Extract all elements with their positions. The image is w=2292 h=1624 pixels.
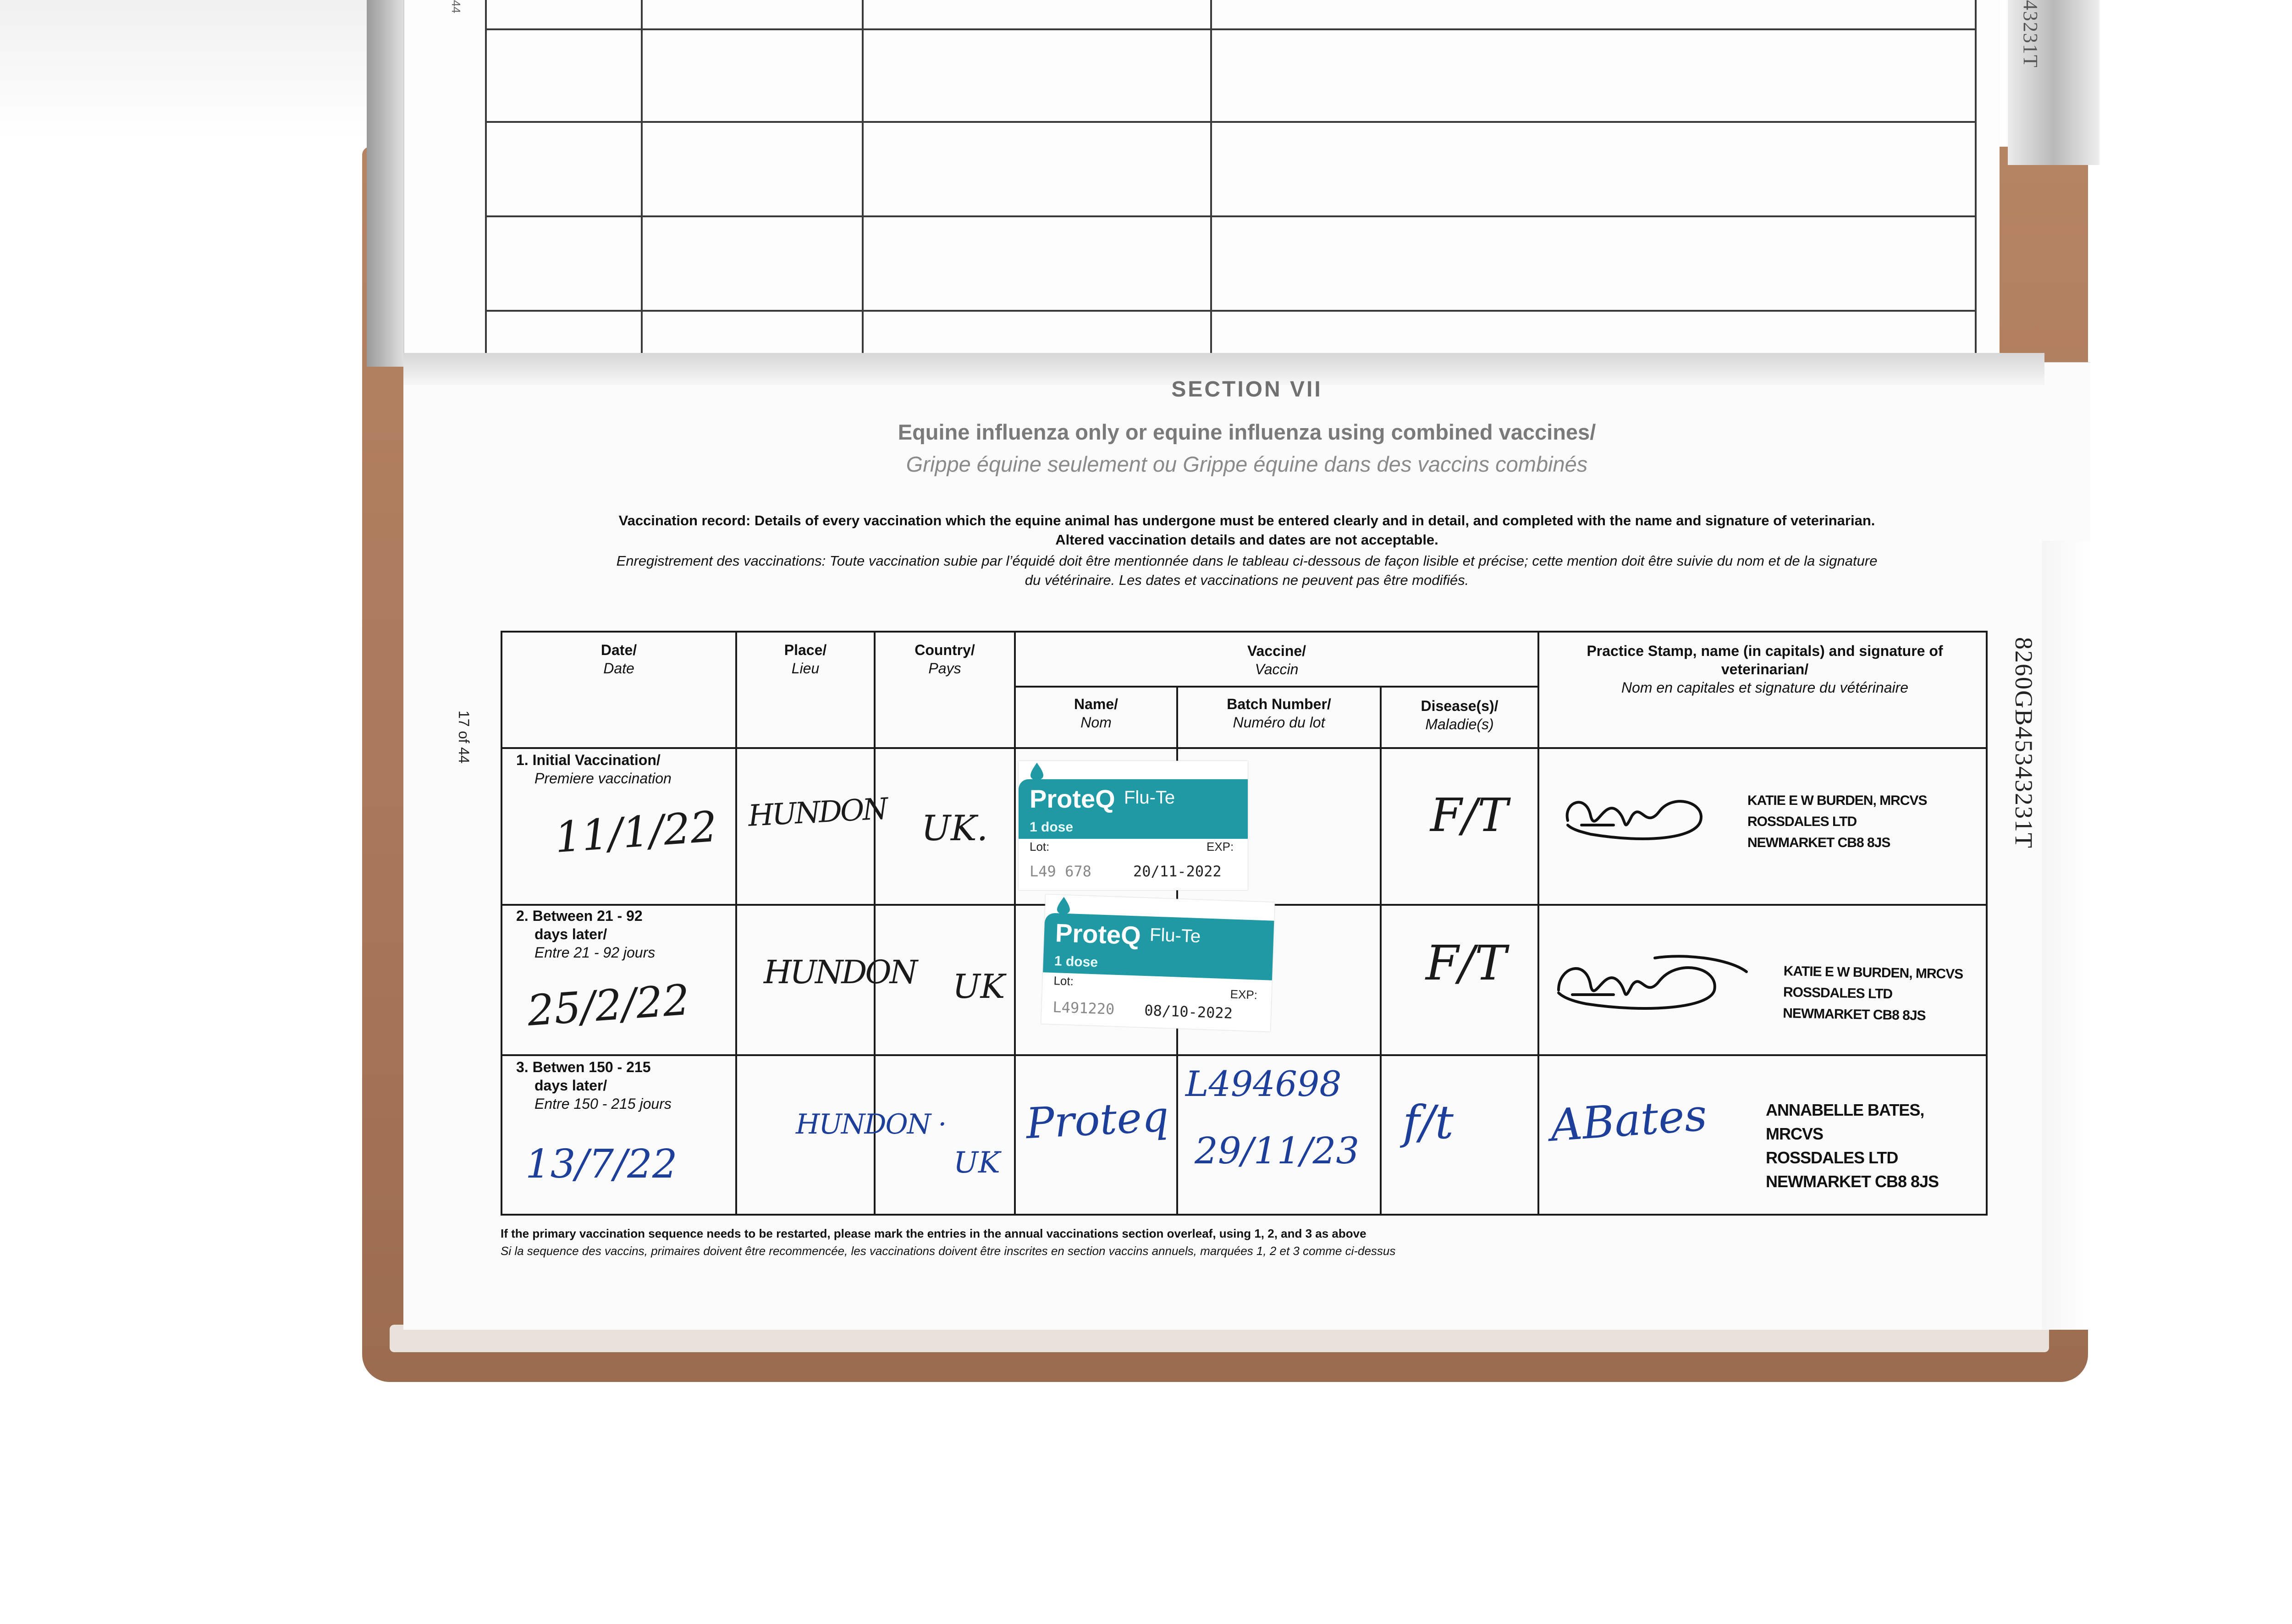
row-1-date: 11/1/22 bbox=[553, 802, 719, 863]
sticker-brand: ProteQ bbox=[1055, 918, 1141, 950]
sticker-lot-label: Lot: bbox=[1030, 840, 1050, 853]
row-2-vaccine-sticker bbox=[1041, 894, 1275, 1031]
sticker-exp: 08/10-2022 bbox=[1144, 1002, 1233, 1022]
previous-page-serial: 43231T bbox=[2019, 0, 2042, 68]
header-date: Date/ Date bbox=[601, 642, 637, 677]
section-heading-fr: Grippe équine seulement ou Grippe équine dans des vaccins combinés bbox=[906, 452, 1588, 476]
sticker-lot: L49 678 bbox=[1030, 863, 1091, 880]
section-title: SECTION VII bbox=[1171, 377, 1322, 402]
sticker-product: Flu-Te bbox=[1149, 925, 1201, 947]
row-3-label: 3. Betwen 150 - 215 days later/ Entre 150 - 215 jours bbox=[516, 1059, 672, 1112]
drop-icon bbox=[1054, 895, 1074, 915]
sticker-exp: 20/11-2022 bbox=[1133, 863, 1222, 880]
page-gutter-shadow bbox=[367, 0, 408, 367]
header-country: Country/ Pays bbox=[915, 642, 975, 677]
row-1-disease: F/T bbox=[1430, 788, 1508, 842]
instructions-en-2: Altered vaccination details and dates are not acceptable. bbox=[1055, 532, 1438, 548]
row-3-date: 13/7/22 bbox=[525, 1141, 678, 1187]
previous-page bbox=[403, 0, 2000, 367]
sticker-lot-label: Lot: bbox=[1053, 974, 1074, 988]
page-number: 17 of 44 bbox=[456, 710, 472, 764]
row-1-practice-stamp: KATIE E W BURDEN, MRCVS ROSSDALES LTD NEWMARKET CB8 8JS bbox=[1747, 793, 1927, 850]
row-3-country: UK bbox=[953, 1146, 1000, 1180]
sticker-exp-label: EXP: bbox=[1230, 987, 1258, 1002]
row-3-vaccine-name: Proteq bbox=[1025, 1091, 1170, 1149]
row-1-country: UK. bbox=[921, 808, 988, 848]
row-3-batch-number: L494698 bbox=[1185, 1063, 1342, 1104]
header-disease: Disease(s)/ Maladie(s) bbox=[1421, 698, 1499, 732]
row-2-practice-stamp: KATIE E W BURDEN, MRCVS ROSSDALES LTD NEWMARKET CB8 8JS bbox=[1782, 963, 1963, 1024]
row-1-label: 1. Initial Vaccination/ Premiere vaccination bbox=[516, 752, 672, 787]
row-1-signature bbox=[1554, 775, 1719, 857]
row-3-signature: ABates bbox=[1548, 1089, 1709, 1151]
row-2-date: 25/2/22 bbox=[525, 975, 691, 1036]
page-right-edge bbox=[2042, 541, 2093, 1329]
row-3-practice-stamp: ANNABELLE BATES, MRCVS ROSSDALES LTD NEWMARKET CB8 8JS bbox=[1766, 1101, 1939, 1191]
row-3-place: HUNDON · bbox=[796, 1108, 946, 1140]
header-batch-number: Batch Number/ Numéro du lot bbox=[1227, 696, 1331, 731]
sticker-exp-label: EXP: bbox=[1207, 840, 1234, 853]
row-1-vaccine-sticker bbox=[1019, 761, 1248, 890]
drop-icon bbox=[1028, 761, 1046, 781]
row-2-place: HUNDON bbox=[764, 953, 916, 991]
passport-number: 8260GB45343231T bbox=[2010, 637, 2038, 849]
background-shadow bbox=[0, 0, 376, 138]
sticker-dose: 1 dose bbox=[1030, 820, 1074, 835]
row-2-label: 2. Between 21 - 92 days later/ Entre 21 - 92 jours bbox=[516, 908, 656, 961]
sticker-dose: 1 dose bbox=[1054, 953, 1098, 970]
sticker-product: Flu-Te bbox=[1124, 787, 1175, 808]
row-3-expiry: 29/11/23 bbox=[1195, 1129, 1360, 1172]
section-heading-en: Equine influenza only or equine influenza using combined vaccines/ bbox=[898, 420, 1596, 444]
row-3-disease: f/t bbox=[1403, 1096, 1454, 1149]
sticker-lot: L491220 bbox=[1052, 998, 1115, 1018]
header-practice-stamp: Practice Stamp, name (in capitals) and signature of veterinarian/ Nom en capitales et signature du vétérinaire bbox=[1587, 643, 1943, 696]
sticker-brand: ProteQ bbox=[1030, 784, 1115, 813]
row-2-country: UK bbox=[953, 967, 1005, 1006]
footer-note-en: If the primary vaccination sequence needs to be restarted, please mark the entries in the annual vaccinations section overleaf, using 1, 2, and 3 as above bbox=[501, 1227, 1366, 1240]
footer-note-fr: Si la sequence des vaccins, primaires doivent être recommencée, les vaccinations doivent être inscrites en section vaccins annuels, marquées 1, 2 et 3 comme ci-dessus bbox=[501, 1244, 1396, 1258]
instructions-fr-2: du vétérinaire. Les dates et vaccinations ne peuvent pas être modifiés. bbox=[1025, 572, 1469, 588]
row-1-place: HUNDON bbox=[747, 792, 887, 833]
header-vaccine-name: Name/ Nom bbox=[1074, 696, 1118, 731]
previous-page-number: 44 bbox=[449, 0, 463, 13]
row-2-disease: F/T bbox=[1426, 935, 1507, 991]
header-place: Place/ Lieu bbox=[784, 642, 827, 677]
instructions-en-1: Vaccination record: Details of every vaccination which the equine animal has undergone must be entered clearly and in detail, and completed with the name and signature of veterinarian. bbox=[618, 512, 1875, 528]
instructions-fr-1: Enregistrement des vaccinations: Toute vaccination subie par l’équidé doit être mentionnée dans le tableau ci-dessous de façon lisible et précise; cette mention doit être suivie du nom et de la signature bbox=[616, 553, 1878, 569]
header-vaccine: Vaccine/ Vaccin bbox=[1247, 643, 1306, 677]
row-2-signature bbox=[1545, 940, 1756, 1027]
